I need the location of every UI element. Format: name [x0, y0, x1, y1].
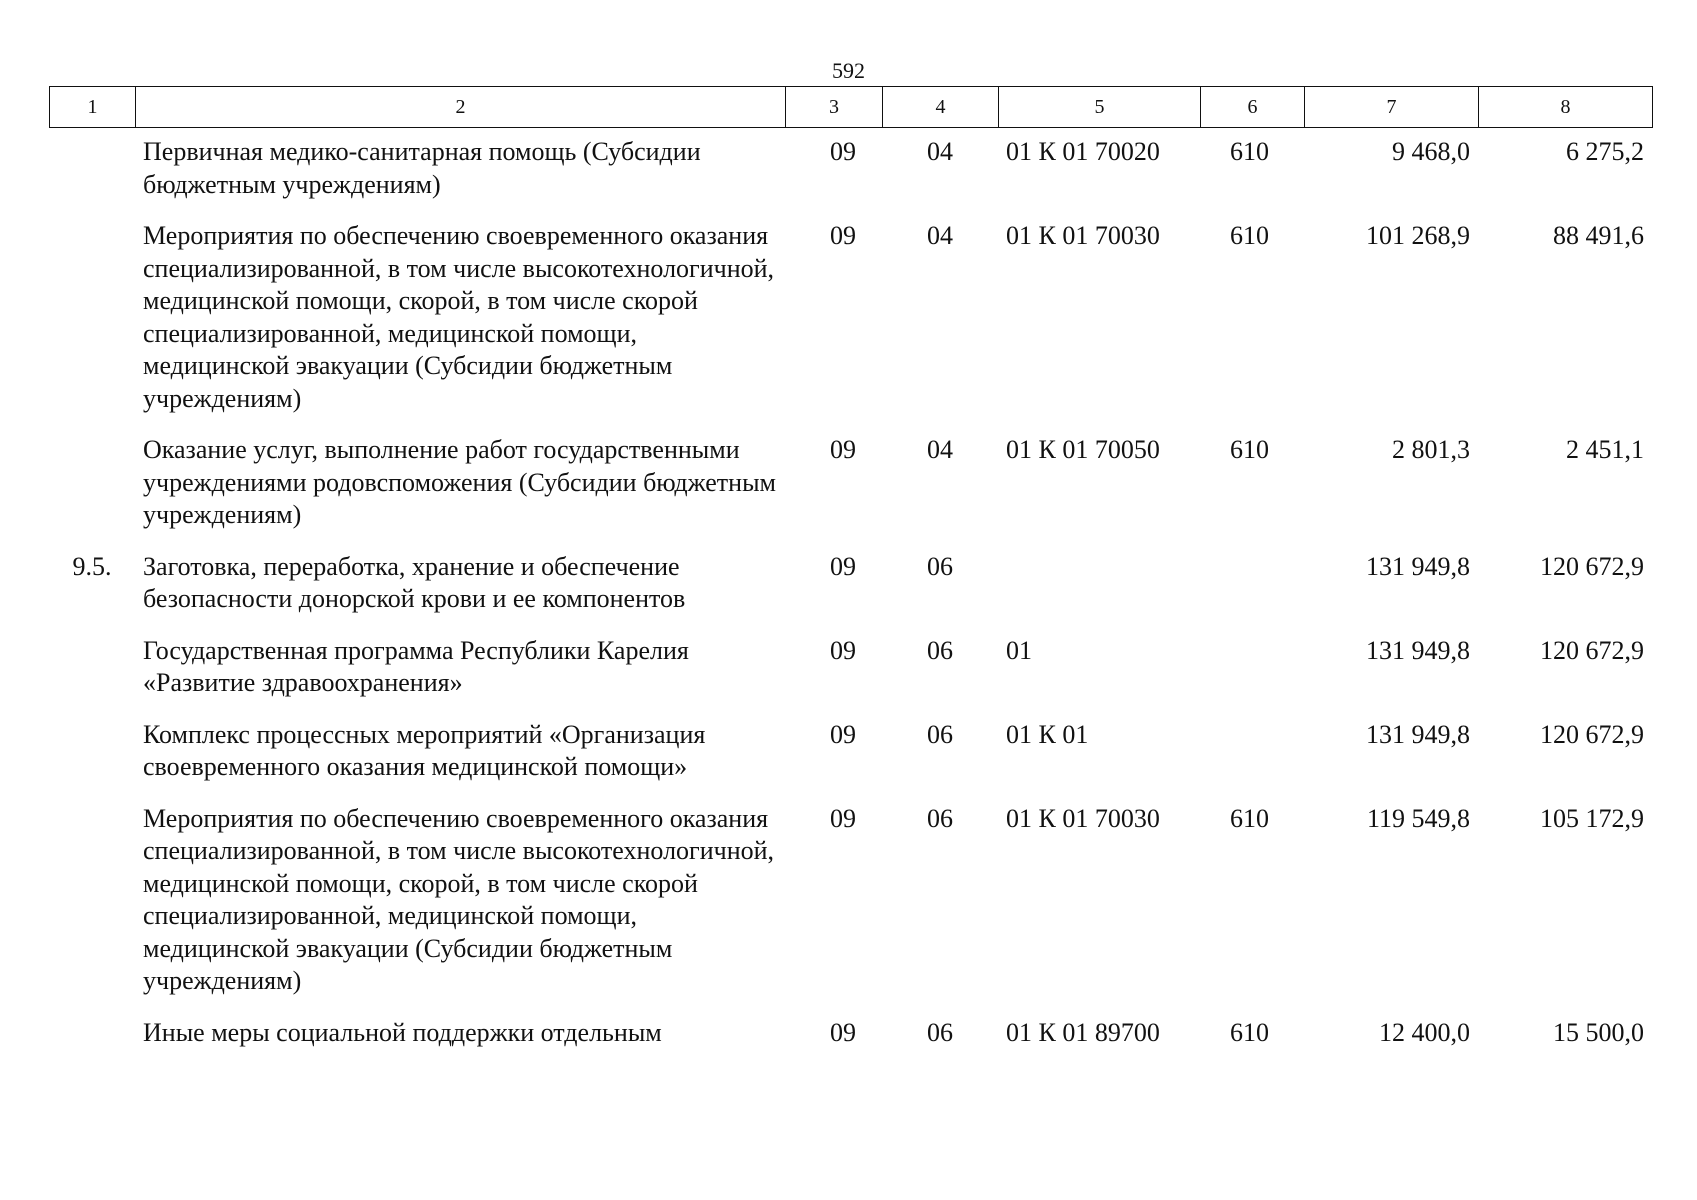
target-article-code: 01 К 01 89700: [1006, 1017, 1160, 1047]
expense-type-code: 610: [1230, 803, 1269, 833]
section-code: 09: [830, 635, 856, 665]
row-number: 9.5.: [72, 551, 112, 581]
amount-year-1: 12 400,0: [1379, 1017, 1470, 1047]
amount-year-2: 2 451,1: [1566, 435, 1644, 464]
expense-type-code: 610: [1230, 221, 1269, 250]
target-article-code: 01 К 01 70030: [1006, 221, 1160, 250]
row-number: [49, 430, 135, 547]
target-article-code: 01: [1006, 635, 1032, 665]
item-name: Мероприятия по обеспечению своевременного оказания специализированной, в том числе высокотехнологичной, медицинской помощи, скорой, в том числе скорой специализированной, медицинской помощи, медицинской эвакуации (Субсидии бюджетным учреждениям): [143, 803, 775, 995]
expense-type-code: [1200, 631, 1304, 715]
amount-year-1: 131 949,8: [1366, 551, 1470, 581]
amount-year-2: 120 672,9: [1540, 719, 1644, 749]
page-number: 592: [832, 58, 865, 83]
column-header-6: 6: [1201, 87, 1305, 128]
item-name: Иные меры социальной поддержки отдельным: [143, 1017, 662, 1047]
item-name: Оказание услуг, выполнение работ государственными учреждениями родовспоможения (Субсидии бюджетным учреждениям): [143, 435, 776, 529]
target-article-code: [998, 547, 1200, 631]
subsection-code: 04: [927, 137, 953, 166]
section-code: 09: [830, 551, 856, 581]
row-number: [49, 1013, 135, 1065]
subsection-code: 06: [927, 1017, 953, 1047]
table-row: [49, 799, 1652, 1013]
table-body: [49, 132, 1652, 1064]
section-code: 09: [830, 435, 856, 464]
row-number: [49, 715, 135, 799]
column-header-3: 3: [786, 87, 883, 128]
column-header-row: [49, 86, 1653, 128]
amount-year-1: 131 949,8: [1366, 635, 1470, 665]
section-code: 09: [830, 719, 856, 749]
target-article-code: 01 К 01 70020: [1006, 137, 1160, 166]
amount-year-1: 101 268,9: [1366, 221, 1470, 250]
subsection-code: 06: [927, 803, 953, 833]
subsection-code: 04: [927, 435, 953, 464]
table-row: [49, 1013, 1652, 1065]
amount-year-1: 131 949,8: [1366, 719, 1470, 749]
column-header-8: 8: [1479, 87, 1653, 128]
column-header-1: 1: [50, 87, 136, 128]
amount-year-2: 15 500,0: [1553, 1017, 1644, 1047]
table-row: [49, 132, 1652, 216]
row-number: [49, 132, 135, 216]
item-name: Мероприятия по обеспечению своевременного оказания специализированной, в том числе высокотехнологичной, медицинской помощи, скорой, в том числе скорой специализированной, медицинской помощи, медицинской эвакуации (Субсидии бюджетным учреждениям): [143, 221, 775, 413]
table-row: [49, 430, 1652, 547]
item-name: Первичная медико-санитарная помощь (Субсидии бюджетным учреждениям): [143, 137, 701, 199]
amount-year-2: 6 275,2: [1566, 137, 1644, 166]
section-code: 09: [830, 137, 856, 166]
section-code: 09: [830, 221, 856, 250]
item-name: Государственная программа Республики Карелия «Развитие здравоохранения»: [143, 635, 689, 697]
subsection-code: 04: [927, 221, 953, 250]
item-name: Комплекс процессных мероприятий «Организация своевременного оказания медицинской помощи»: [143, 719, 706, 781]
target-article-code: 01 К 01: [1006, 719, 1089, 749]
amount-year-2: 120 672,9: [1540, 635, 1644, 665]
amount-year-2: 88 491,6: [1553, 221, 1644, 250]
amount-year-1: 119 549,8: [1366, 803, 1470, 833]
row-number: [49, 799, 135, 1013]
section-code: 09: [830, 1017, 856, 1047]
expense-type-code: [1200, 547, 1304, 631]
row-number: [49, 216, 135, 430]
amount-year-2: 105 172,9: [1540, 803, 1644, 833]
table-row: [49, 216, 1652, 430]
subsection-code: 06: [927, 551, 953, 581]
column-header-7: 7: [1305, 87, 1479, 128]
column-header-4: 4: [883, 87, 999, 128]
column-header-2: 2: [136, 87, 786, 128]
item-name: Заготовка, переработка, хранение и обеспечение безопасности донорской крови и ее компонентов: [143, 551, 686, 613]
amount-year-2: 120 672,9: [1540, 551, 1644, 581]
subsection-code: 06: [927, 719, 953, 749]
amount-year-1: 2 801,3: [1392, 435, 1470, 464]
expense-type-code: 610: [1230, 435, 1269, 464]
section-code: 09: [830, 803, 856, 833]
amount-year-1: 9 468,0: [1392, 137, 1470, 166]
table-row: [49, 631, 1652, 715]
expense-type-code: [1200, 715, 1304, 799]
table-row: [49, 715, 1652, 799]
table-row: [49, 547, 1652, 631]
column-header-5: 5: [999, 87, 1201, 128]
row-number: [49, 631, 135, 715]
target-article-code: 01 К 01 70050: [1006, 435, 1160, 464]
target-article-code: 01 К 01 70030: [1006, 803, 1160, 833]
subsection-code: 06: [927, 635, 953, 665]
budget-table: [49, 132, 1652, 1064]
expense-type-code: 610: [1230, 1017, 1269, 1047]
expense-type-code: 610: [1230, 137, 1269, 166]
